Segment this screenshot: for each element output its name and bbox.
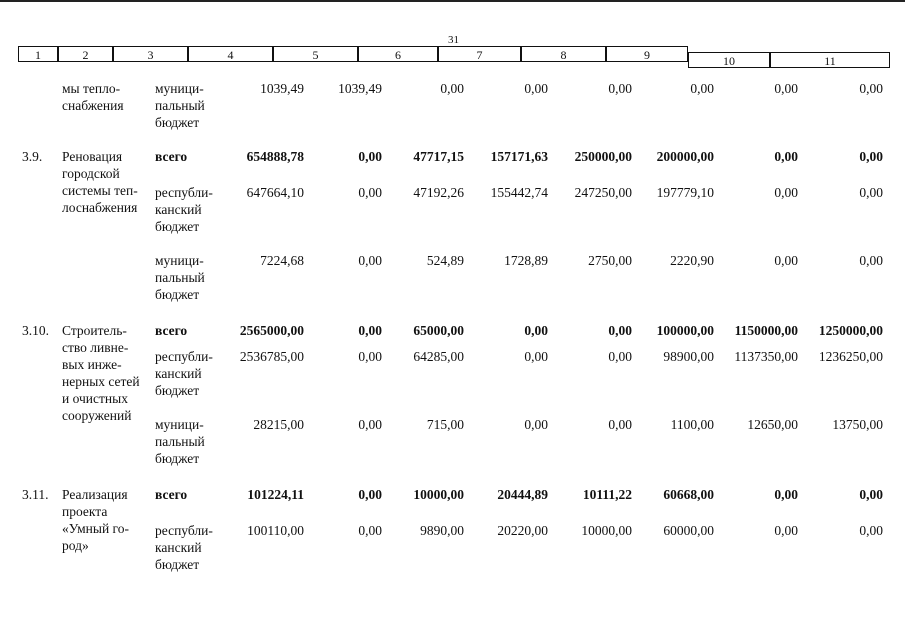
measure-name-line: и очистных [62, 391, 128, 406]
value-cell: 0,00 [358, 149, 382, 164]
value-cell: 247250,00 [574, 185, 632, 200]
header-cell-4: 4 [188, 46, 273, 62]
value-cell: 0,00 [774, 149, 798, 164]
funding-source-line: канский [155, 540, 202, 555]
value-cell: 100110,00 [247, 523, 304, 538]
value-cell: 200000,00 [656, 149, 714, 164]
value-cell: 0,00 [859, 523, 883, 538]
funding-source-line: бюджет [155, 383, 200, 398]
value-cell: 101224,11 [247, 487, 304, 502]
value-cell: 1250000,00 [818, 323, 883, 338]
funding-source-line: бюджет [155, 451, 200, 466]
value-cell: 197779,10 [656, 185, 714, 200]
value-cell: 0,00 [524, 349, 548, 364]
value-cell: 647664,10 [246, 185, 304, 200]
funding-source-line: бюджет [155, 287, 200, 302]
value-cell: 0,00 [774, 523, 798, 538]
value-cell: 9890,00 [420, 523, 464, 538]
funding-source-line: республи- [155, 523, 213, 538]
measure-name-line: «Умный го- [62, 521, 130, 536]
value-cell: 0,00 [358, 185, 382, 200]
header-cell-1: 1 [18, 46, 58, 62]
page-number: 31 [448, 34, 459, 46]
funding-source-line: пальный [155, 434, 205, 449]
value-cell: 0,00 [774, 81, 798, 96]
funding-source-line: муници- [155, 417, 204, 432]
value-cell: 0,00 [774, 253, 798, 268]
header-cell-10: 10 [688, 52, 770, 68]
value-cell: 100000,00 [656, 323, 714, 338]
value-cell: 1039,49 [338, 81, 382, 96]
funding-source-line: бюджет [155, 219, 200, 234]
value-cell: 155442,74 [490, 185, 548, 200]
value-cell: 0,00 [690, 81, 714, 96]
value-cell: 0,00 [440, 81, 464, 96]
header-cell-3: 3 [113, 46, 188, 62]
value-cell: 1100,00 [670, 417, 714, 432]
row-number: 3.11. [22, 487, 49, 502]
value-cell: 60000,00 [663, 523, 714, 538]
funding-source-line: республи- [155, 349, 213, 364]
value-cell: 20220,00 [497, 523, 548, 538]
row-number: 3.10. [22, 323, 49, 338]
funding-source-line: пальный [155, 270, 205, 285]
measure-name-line: вых инже- [62, 357, 122, 372]
value-cell: 0,00 [358, 417, 382, 432]
value-cell: 0,00 [859, 81, 883, 96]
header-cell-2: 2 [58, 46, 113, 62]
value-cell: 0,00 [774, 487, 798, 502]
header-cell-6: 6 [358, 46, 438, 62]
measure-name-line: Строитель- [62, 323, 127, 338]
funding-source-line: всего [155, 323, 188, 338]
value-cell: 654888,78 [246, 149, 304, 164]
value-cell: 1137350,00 [734, 349, 798, 364]
value-cell: 60668,00 [663, 487, 714, 502]
value-cell: 0,00 [524, 81, 548, 96]
column-number-header [18, 46, 890, 70]
value-cell: 13750,00 [832, 417, 883, 432]
funding-source-line: республи- [155, 185, 213, 200]
measure-name-line: нерных сетей [62, 374, 140, 389]
value-cell: 10111,22 [582, 487, 632, 502]
value-cell: 65000,00 [413, 323, 464, 338]
value-cell: 0,00 [859, 253, 883, 268]
value-cell: 1728,89 [504, 253, 548, 268]
value-cell: 0,00 [774, 185, 798, 200]
measure-name-line: лоснабжения [62, 200, 138, 215]
funding-source-line: пальный [155, 98, 205, 113]
measure-name-line: Реновация [62, 149, 123, 164]
measure-name-line: род» [62, 538, 89, 553]
row-number: 3.9. [22, 149, 43, 164]
header-cell-5: 5 [273, 46, 358, 62]
value-cell: 0,00 [524, 417, 548, 432]
funding-source-line: канский [155, 202, 202, 217]
value-cell: 1236250,00 [818, 349, 883, 364]
value-cell: 1039,49 [260, 81, 304, 96]
value-cell: 64285,00 [413, 349, 464, 364]
header-cell-7: 7 [438, 46, 521, 62]
value-cell: 2536785,00 [239, 349, 304, 364]
value-cell: 98900,00 [663, 349, 714, 364]
value-cell: 157171,63 [490, 149, 548, 164]
measure-name-line: снабжения [62, 98, 124, 113]
value-cell: 7224,68 [260, 253, 304, 268]
value-cell: 0,00 [859, 185, 883, 200]
value-cell: 0,00 [358, 323, 382, 338]
value-cell: 0,00 [524, 323, 548, 338]
value-cell: 28215,00 [253, 417, 304, 432]
value-cell: 10000,00 [413, 487, 464, 502]
header-cell-9: 9 [606, 46, 688, 62]
value-cell: 47192,26 [413, 185, 464, 200]
header-cell-8: 8 [521, 46, 606, 62]
measure-name-line: сооружений [62, 408, 132, 423]
value-cell: 524,89 [426, 253, 464, 268]
funding-source-line: бюджет [155, 115, 200, 130]
value-cell: 0,00 [608, 323, 632, 338]
funding-source-line: бюджет [155, 557, 200, 572]
value-cell: 0,00 [859, 149, 883, 164]
header-cell-11: 11 [770, 52, 890, 68]
measure-name-line: мы тепло- [62, 81, 121, 96]
value-cell: 12650,00 [747, 417, 798, 432]
page-top-border [0, 0, 905, 2]
value-cell: 0,00 [358, 523, 382, 538]
value-cell: 2220,90 [670, 253, 714, 268]
value-cell: 0,00 [859, 487, 883, 502]
measure-name-line: ство ливне- [62, 340, 129, 355]
value-cell: 47717,15 [413, 149, 464, 164]
value-cell: 0,00 [608, 349, 632, 364]
value-cell: 2750,00 [588, 253, 632, 268]
value-cell: 715,00 [426, 417, 464, 432]
funding-source-line: муници- [155, 253, 204, 268]
value-cell: 0,00 [358, 253, 382, 268]
funding-source-line: всего [155, 487, 188, 502]
value-cell: 250000,00 [574, 149, 632, 164]
value-cell: 0,00 [608, 81, 632, 96]
value-cell: 10000,00 [581, 523, 632, 538]
value-cell: 20444,89 [497, 487, 548, 502]
value-cell: 0,00 [608, 417, 632, 432]
measure-name-line: системы теп- [62, 183, 138, 198]
value-cell: 1150000,00 [734, 323, 798, 338]
measure-name-line: Реализация [62, 487, 128, 502]
value-cell: 2565000,00 [239, 323, 304, 338]
funding-source-line: муници- [155, 81, 204, 96]
funding-source-line: канский [155, 366, 202, 381]
funding-source-line: всего [155, 149, 188, 164]
measure-name-line: городской [62, 166, 120, 181]
value-cell: 0,00 [358, 349, 382, 364]
measure-name-line: проекта [62, 504, 108, 519]
value-cell: 0,00 [358, 487, 382, 502]
